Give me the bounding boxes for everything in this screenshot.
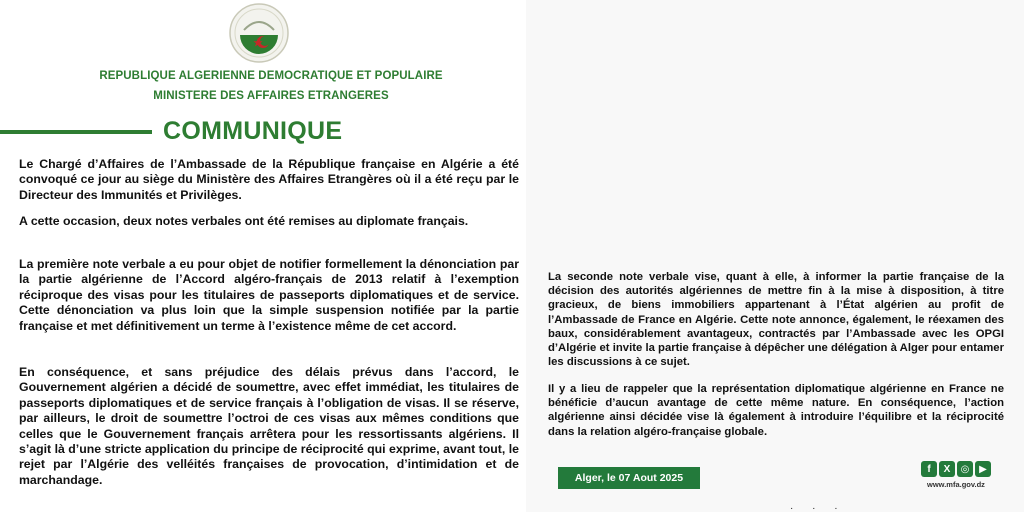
- country-header: REPUBLIQUE ALGERIENNE DEMOCRATIQUE ET POPULAIRE: [99, 70, 443, 82]
- facebook-icon[interactable]: f: [921, 461, 937, 477]
- paragraph: En conséquence, et sans préjudice des délais prévus dans l’accord, le Gouvernement algérien a décidé de soumettre, avec effet immédiat, les titulaires de passeports diplomatiques et de service français à l’obligation de visas. Il se réserve, par ailleurs, le droit de soumettre l’octroi de ces visas aux mêmes conditions que celles que le Gouvernement français arrêtera pour les ressortissants algériens. Il s’agit là d’une stricte application du principe de réciprocité qui exprime, avant tout, le rejet par l’Algérie des velléités françaises de provocation, d’intimidation et de marchandage.: [19, 365, 519, 487]
- paragraph: A cette occasion, deux notes verbales ont été remises au diplomate français.: [19, 214, 469, 228]
- paragraph: La seconde note verbale vise, quant à elle, à informer la partie française de la décision des autorités algériennes de mettre fin à la mise à disposition, à titre gracieux, de biens immobiliers appartenant à l’État algérien au profit de l’Ambassade de France en Algérie. Cette note annonce, également, le réexamen des baux, considérablement avantageux, contractés par l’Ambassade avec les OPGI d’Algérie et invite la partie française à dépêcher une délégation à Alger pour entamer les discussions à ce sujet.: [548, 271, 1004, 369]
- paragraph: Le Chargé d’Affaires de l’Ambassade de la République française en Algérie a été convoqué ce jour au siège du Ministère des Affaires Etrangères où il a été reçu par le Directeur des Immunités et Privilèges.: [19, 157, 519, 202]
- instagram-icon[interactable]: ◎: [957, 461, 973, 477]
- paragraph: Il y a lieu de rappeler que la représentation diplomatique algérienne en France ne bénéficie d’aucun avantage de cette même nature. En conséquence, l’action algérienne ainsi décidée vise là également à introduire l’équilibre et la réciprocité dans la relation algéro-française globale.: [548, 383, 1004, 438]
- website-link[interactable]: www.mfa.gov.dz: [927, 480, 985, 489]
- page-title: COMMUNIQUE: [163, 117, 343, 145]
- title-divider: [0, 130, 152, 134]
- ministry-seal-icon: [226, 2, 292, 64]
- cut-off-text: · · ·: [790, 503, 846, 514]
- paragraph: La première note verbale a eu pour objet de notifier formellement la dénonciation par la partie algérienne de l’Accord algéro-français de 2013 relatif à l’exemption réciproque des visas pour les titulaires de passeports diplomatiques et de service. Cette dénonciation va plus loin que la simple suspension notifiée par la partie française et met définitivement un terme à l’existence même de cet accord.: [19, 257, 519, 333]
- date-badge: Alger, le 07 Aout 2025: [558, 467, 700, 489]
- social-links: [921, 461, 991, 477]
- ministry-header: MINISTERE DES AFFAIRES ETRANGERES: [153, 90, 389, 102]
- youtube-icon[interactable]: ▶: [975, 461, 991, 477]
- x-icon[interactable]: X: [939, 461, 955, 477]
